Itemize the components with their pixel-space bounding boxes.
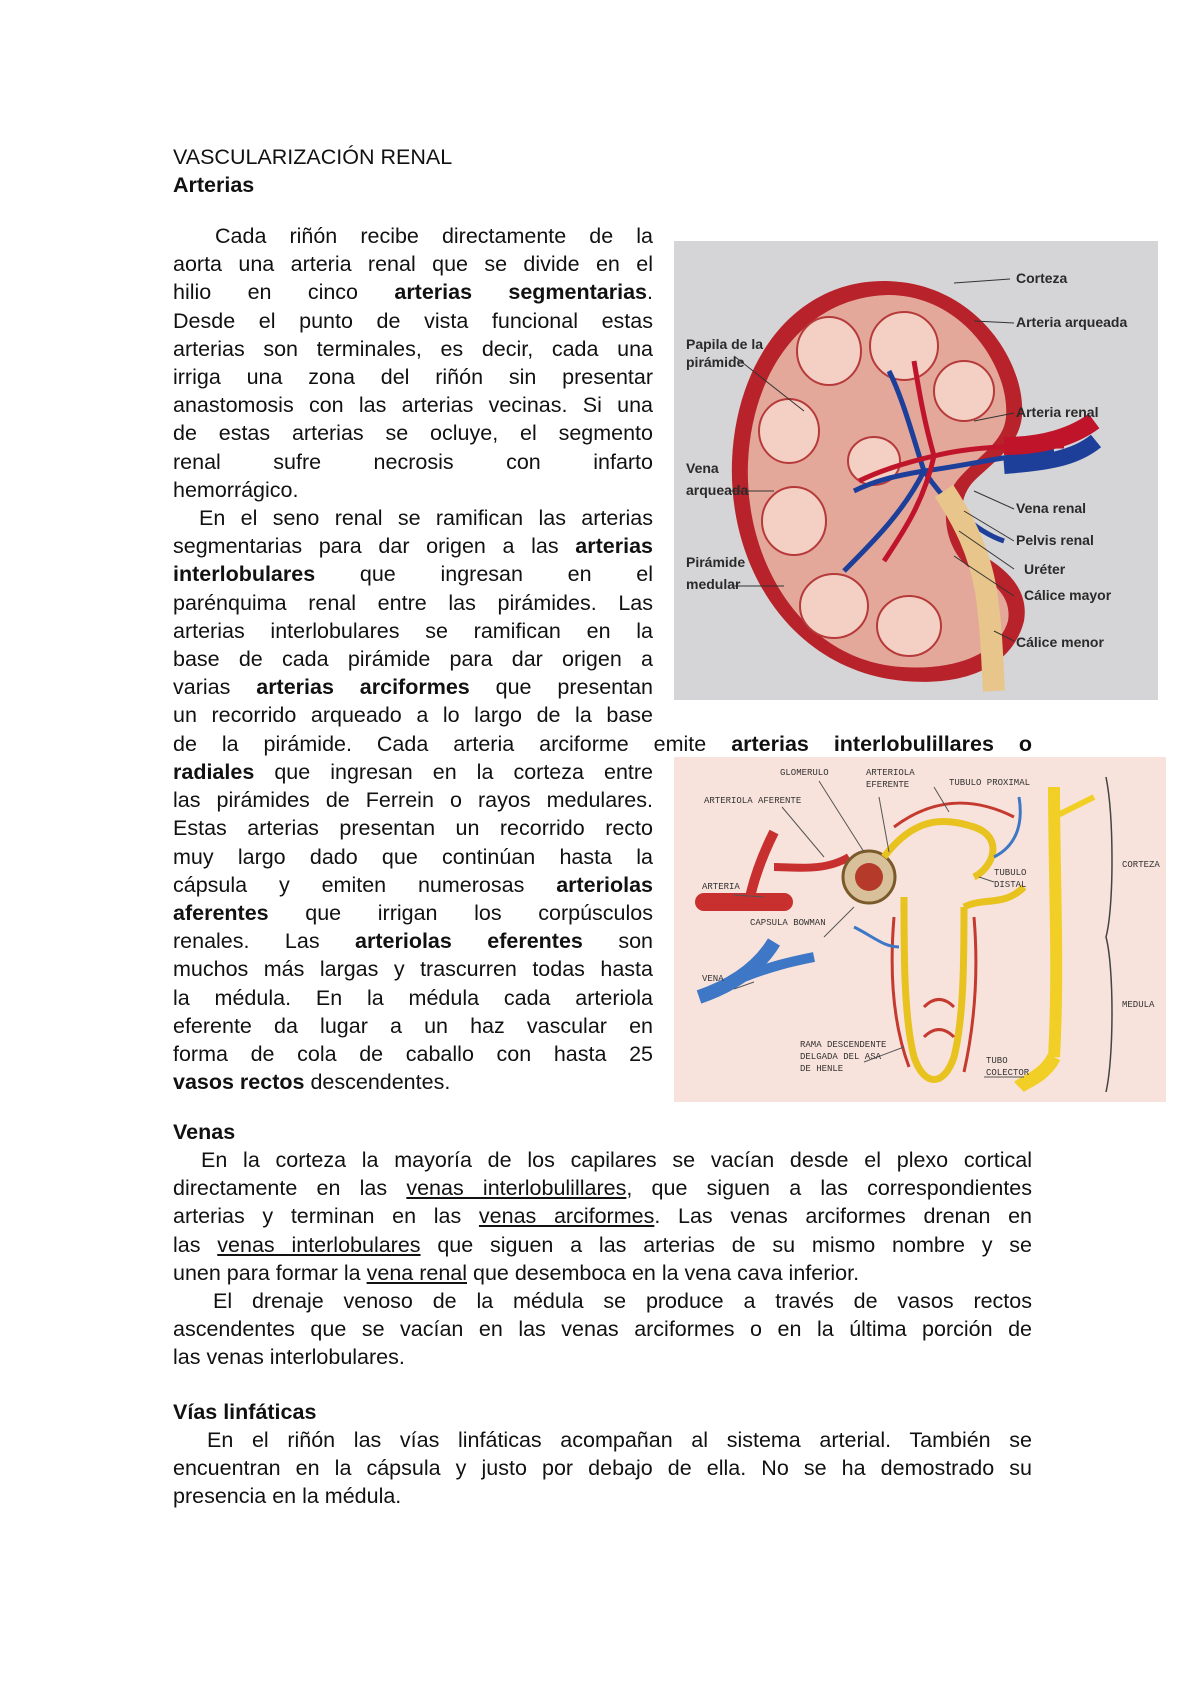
label-tubulo-distal: TUBULO <box>994 868 1027 878</box>
vias-paragraph <box>173 1426 1032 1511</box>
text-line: arterias son terminales, es decir, cada una <box>173 336 653 361</box>
label-corteza: CORTEZA <box>1122 860 1160 870</box>
text-line: de estas arterias se ocluye, el segmento <box>173 421 653 446</box>
text-line: Desde el punto de vista funcional estas <box>173 308 653 333</box>
label-vena: Vena <box>686 460 719 476</box>
text-line: muchos más largas y trascurren todas hasta <box>173 957 653 982</box>
kidney-diagram <box>674 241 1158 700</box>
text-line: anastomosis con las arterias vecinas. Si una <box>173 393 653 418</box>
label-papila: Papila de la <box>686 336 764 352</box>
text-line: aorta una arteria renal que se divide en el <box>173 252 653 277</box>
text-line: En el riñón las vías linfáticas acompañan al sistema arterial. También se <box>207 1428 1032 1452</box>
text-line: directamente en las venas interlobulillares, que siguen a las correspondientes <box>173 1176 1033 1201</box>
arterias-paragraph-1 <box>173 222 653 504</box>
label-arteria-arqueada: Arteria arqueada <box>1016 314 1128 330</box>
label-rama-descendente-2: DELGADA DEL ASA <box>800 1052 882 1062</box>
label-arteriola-eferente: ARTERIOLA <box>866 768 915 778</box>
section-heading-arterias: Arterias <box>173 173 255 197</box>
label-tubulo-distal-2: DISTAL <box>994 880 1027 890</box>
label-glomerulo: GLOMERULO <box>780 768 829 778</box>
text-line: presencia en la médula. <box>173 1484 402 1509</box>
page-title: VASCULARIZACIÓN RENAL <box>173 145 453 169</box>
text-line: varias arterias arciformes que presentan <box>173 675 653 700</box>
label-rama-descendente: RAMA DESCENDENTE <box>800 1040 887 1050</box>
text-line: aferentes que irrigan los corpúsculos <box>173 901 653 926</box>
text-line: El drenaje venoso de la médula se produce a través de vasos rectos <box>213 1289 1032 1314</box>
text-line: hilio en cinco arterias segmentarias. <box>173 280 653 305</box>
label-rama-descendente-3: DE HENLE <box>800 1064 844 1074</box>
label-arteriola-aferente: ARTERIOLA AFERENTE <box>704 796 802 806</box>
text-line: parénquima renal entre las pirámides. Las <box>173 590 653 615</box>
label-tubo-colector-2: COLECTOR <box>986 1068 1030 1078</box>
text-line: un recorrido arqueado a lo largo de la base <box>173 703 653 728</box>
label-papila-2: pirámide <box>686 354 745 370</box>
text-line: vasos rectos descendentes. <box>173 1070 451 1095</box>
label-tubo-colector: TUBO <box>986 1056 1008 1066</box>
label-capsula-bowman: CAPSULA BOWMAN <box>750 918 826 928</box>
text-line: interlobulares que ingresan en el <box>173 562 653 587</box>
label-corteza: Corteza <box>1016 270 1068 286</box>
text-line: segmentarias para dar origen a las arterias <box>173 534 653 559</box>
text-line: arterias interlobulares se ramifican en la <box>173 618 653 643</box>
text-line: de la pirámide. Cada arteria arciforme emite arterias interlobulillares o <box>173 732 1032 756</box>
label-piramide-medular: medular <box>686 576 741 592</box>
label-ureter: Uréter <box>1024 561 1066 577</box>
text-line: forma de cola de caballo con hasta 25 <box>173 1042 653 1067</box>
text-line: encuentran en la cápsula y justo por debajo de ella. No se ha demostrado su <box>173 1456 1032 1481</box>
label-caliz-mayor: Cálice mayor <box>1024 587 1112 603</box>
section-heading-vias-linfaticas: Vías linfáticas <box>173 1400 317 1424</box>
text-line: Cada riñón recibe directamente de la <box>215 224 653 248</box>
label-caliz-menor: Cálice menor <box>1016 634 1104 650</box>
text-line: cápsula y emiten numerosas arteriolas <box>173 872 653 897</box>
label-tubulo-proximal: TUBULO PROXIMAL <box>949 778 1031 788</box>
label-arteria: ARTERIA <box>702 882 740 892</box>
text-line: eferente da lugar a un haz vascular en <box>173 1013 653 1038</box>
text-line: hemorrágico. <box>173 477 299 502</box>
text-line: renal sufre necrosis con infarto <box>173 449 653 474</box>
label-piramide: Pirámide <box>686 554 746 570</box>
arterias-wide-line <box>173 730 1032 758</box>
text-line: base de cada pirámide para dar origen a <box>173 647 653 672</box>
label-vena: VENA <box>702 974 724 984</box>
text-line: irriga una zona del riñón sin presentar <box>173 365 653 390</box>
text-line: radiales que ingresan en la corteza entre <box>173 760 653 784</box>
label-vena-arqueada: arqueada <box>686 482 749 498</box>
text-line: ascendentes que se vacían en las venas arciformes o en la última porción de <box>173 1317 1032 1342</box>
text-line: En la corteza la mayoría de los capilares se vacían desde el plexo cortical <box>201 1148 1032 1172</box>
text-line: renales. Las arteriolas eferentes son <box>173 929 653 954</box>
arterias-paragraph-2-cont <box>173 758 653 1096</box>
text-line: unen para formar la vena renal que desemboca en la vena cava inferior. <box>173 1260 860 1285</box>
label-pelvis-renal: Pelvis renal <box>1016 532 1094 548</box>
label-vena-renal: Vena renal <box>1016 500 1087 516</box>
section-heading-venas: Venas <box>173 1120 236 1144</box>
text-line: las venas interlobulares que siguen a las arterias de su mismo nombre y se <box>173 1232 1032 1257</box>
text-line: En el seno renal se ramifican las arterias <box>199 506 653 530</box>
label-arteriola-eferente-2: EFERENTE <box>866 780 910 790</box>
label-arteria-renal: Arteria renal <box>1016 404 1099 420</box>
arterias-paragraph-2 <box>173 504 653 730</box>
nephron-diagram <box>674 757 1166 1102</box>
text-line: Estas arterias presentan un recorrido recto <box>173 816 653 841</box>
text-line: la médula. En la médula cada arteriola <box>173 985 653 1010</box>
text-line: muy largo dado que continúan hasta la <box>173 844 653 869</box>
text-line: arterias y terminan en las venas arciformes. Las venas arciformes drenan en <box>173 1204 1032 1229</box>
text-line: las pirámides de Ferrein o rayos medulares. <box>173 788 653 813</box>
venas-paragraph <box>173 1146 1032 1372</box>
label-medula: MEDULA <box>1122 1000 1155 1010</box>
text-line: las venas interlobulares. <box>173 1345 405 1370</box>
